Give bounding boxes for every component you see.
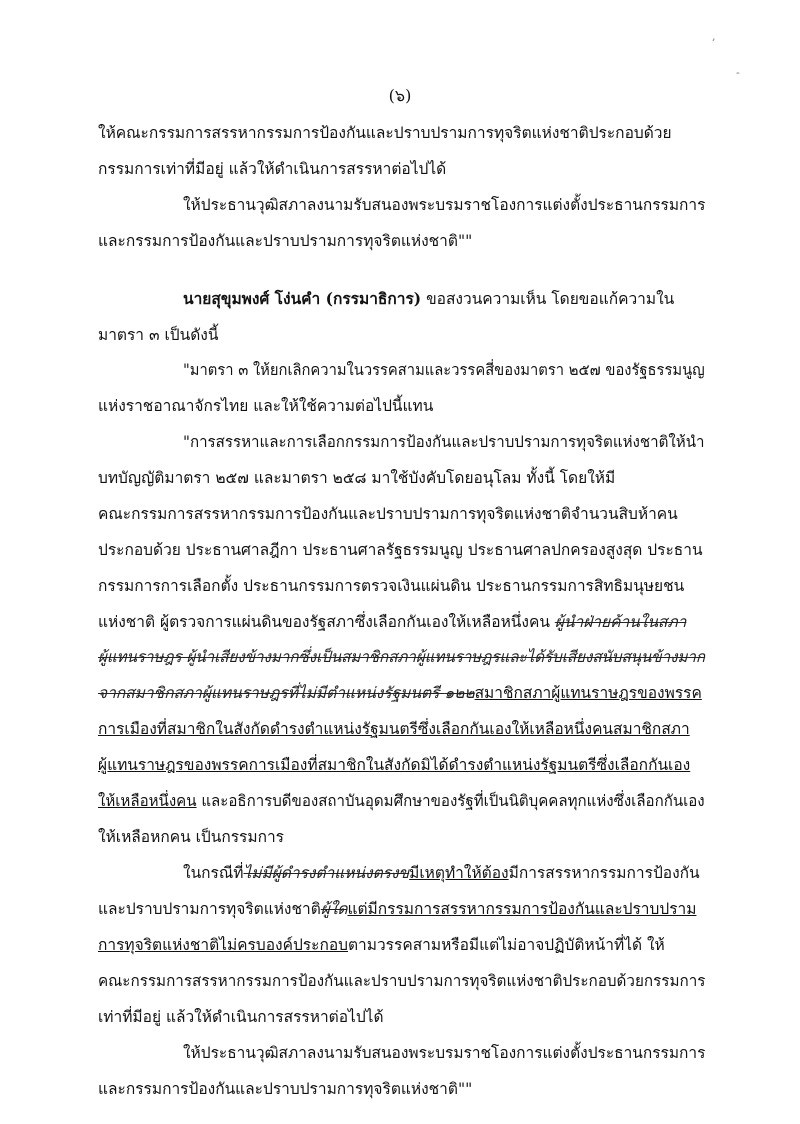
text-line [98,611,686,633]
text-line: ประกอบด้วย ประธานศาลฎีกา ประธานศาลรัฐธรรมนูญ ประธานศาลปกครองสูงสุด ประธาน [98,541,703,559]
text-span: มีการสรรหากรรมการป้องกัน [508,864,700,882]
scan-artifact-mark: - [736,66,740,79]
text-line [98,754,690,776]
text-line: ให้ประธานวุฒิสภาลงนามรับสนองพระบรมราชโองการแต่งตั้งประธานกรรมการ [183,196,706,214]
underlined-text: มีเหตุทำให้ต้อง [409,864,509,882]
text-line: เท่าที่มีอยู่ แล้วให้ดำเนินการสรรหาต่อไปได้ [98,1008,384,1026]
underlined-text: สมาชิกสภาผู้แทนราษฎรของพรรค [474,684,702,702]
text-span: ขอสงวนความเห็น โดยขอแก้ความใน [421,290,675,308]
reservation-heading [183,288,674,310]
text-line: และกรรมการป้องกันและปราบปรามการทุจริตแห่งชาติ"" [98,1080,473,1098]
page-number: (๖) [388,86,412,105]
text-span: ตามวรรคสามหรือมีแต่ไม่อาจปฏิบัติหน้าที่ได้ ให้ [347,936,665,954]
text-span: แห่งชาติ ผู้ตรวจการแผ่นดินของรัฐสภาซึ่งเลือกกันเองให้เหลือหนึ่งคน [98,613,555,631]
struck-text: ๑๒๒ [444,684,475,702]
text-span: และปราบปรามการทุจริตแห่งชาติ [98,900,321,918]
text-line: ให้คณะกรรมการสรรหากรรมการป้องกันและปราบปรามการทุจริตแห่งชาติประกอบด้วย [98,124,672,142]
text-line: บทบัญญัติมาตรา ๒๕๗ และมาตรา ๒๕๘ มาใช้บังคับโดยอนุโลม ทั้งนี้ โดยให้มี [98,469,616,487]
underlined-text: การทุจริตแห่งชาติไม่ครบองค์ประกอบ [98,936,348,954]
struck-text: ผู้นำฝ่ายค้านในสภา [554,613,687,631]
struck-text: จากสมาชิกสภาผู้แทนราษฎรที่ไม่มีตำแหน่งรัฐมนตรี [98,684,445,702]
struck-text: ไม่มีผู้ดำรงตำแหน่งตรงข [243,864,410,882]
text-line: มาตรา ๓ เป็นดังนี้ [98,326,219,344]
text-line [98,934,665,956]
underlined-text: ให้เหลือหนึ่งคน [98,792,197,810]
text-span: ในกรณีที่ [183,864,244,882]
text-line: กรรมการเท่าที่มีอยู่ แล้วให้ดำเนินการสรรหาต่อไปได้ [98,160,447,178]
text-line: แห่งราชอาณาจักรไทย และให้ใช้ความต่อไปนี้แทน [98,397,434,415]
text-line: "การสรรหาและการเลือกกรรมการป้องกันและปราบปรามการทุจริตแห่งชาติให้นำ [183,433,705,451]
text-line: ให้ประธานวุฒิสภาลงนามรับสนองพระบรมราชโองการแต่งตั้งประธานกรรมการ [183,1044,706,1062]
struck-text: ผู้แทนราษฎร ผู้นำเสียงข้างมากซึ่งเป็นสมาชิกสภาผู้แทนราษฎรและได้รับเสียงสนับสนุนข้างมาก [98,648,706,666]
text-line [98,646,705,668]
underlined-text: แต่มีกรรมการสรรหากรรมการป้องกันและปราบปราม [347,900,697,918]
text-line: คณะกรรมการสรรหากรรมการป้องกันและปราบปรามการทุจริตแห่งชาติจำนวนสิบห้าคน [98,505,678,523]
text-line: กรรมการการเลือกตั้ง ประธานกรรมการตรวจเงินแผ่นดิน ประธานกรรมการสิทธิมนุษยชน [98,577,685,595]
text-line: และกรรมการป้องกันและปราบปรามการทุจริตแห่งชาติ"" [98,232,473,250]
struck-text: ผู้ใด [320,900,348,918]
text-line: "มาตรา ๓ ให้ยกเลิกความในวรรคสามและวรรคสี่ของมาตรา ๒๕๗ ของรัฐธรรมนูญ [183,361,705,379]
underlined-text: การเมืองที่สมาชิกในสังกัดดำรงตำแหน่งรัฐมนตรีซึ่งเลือกกันเองให้เหลือหนึ่งคนสมาชิกสภา [98,720,690,738]
text-line: คณะกรรมการสรรหากรรมการป้องกันและปราบปรามการทุจริตแห่งชาติประกอบด้วยกรรมการ [98,972,706,990]
text-line: ให้เหลือหกคน เป็นกรรมการ [98,828,284,846]
scan-artifact-mark: , [712,30,716,43]
text-line [98,898,696,920]
text-line [98,790,705,812]
underlined-text: ผู้แทนราษฎรของพรรคการเมืองที่สมาชิกในสังกัดมิได้ดำรงตำแหน่งรัฐมนตรีซึ่งเลือกกันเอง [98,756,691,774]
text-line [98,718,690,740]
text-span: และอธิการบดีของสถาบันอุดมศึกษาของรัฐที่เป็นนิติบุคคลทุกแห่งซึ่งเลือกกันเอง [196,792,705,810]
committee-member-name: นายสุขุมพงศ์ โง่นคำ (กรรมาธิการ) [183,289,422,308]
text-line [183,862,700,884]
text-line [98,682,702,704]
